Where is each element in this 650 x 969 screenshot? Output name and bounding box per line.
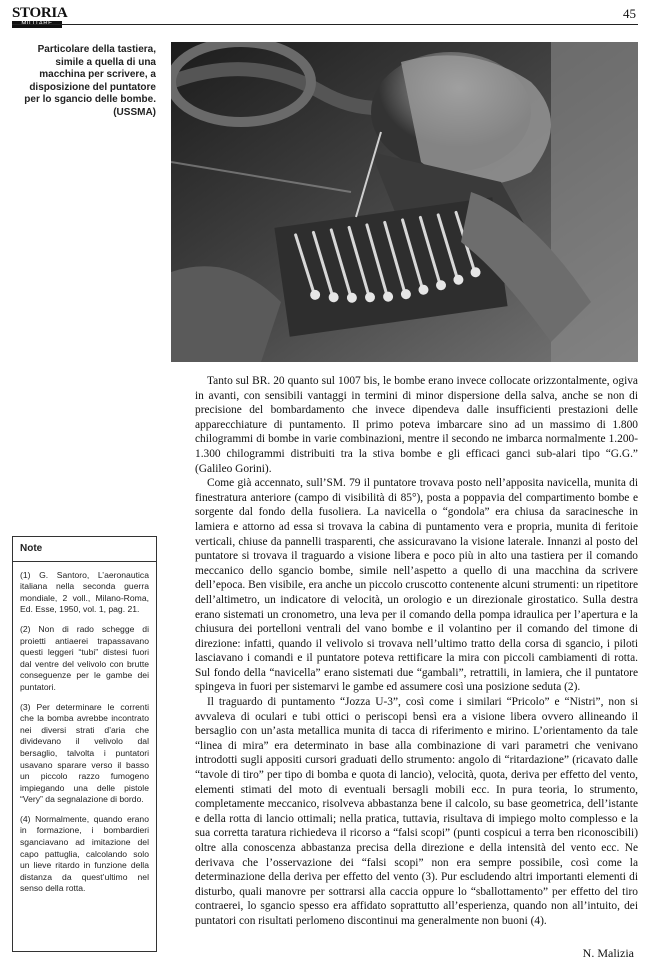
note-item: (2) Non di rado schegge di proietti antiaerei trapassavano questi leggeri “tubi” distesi fuori dal ventre del velivolo con brutte conseguenze per le gambe dei puntatori. [20,623,149,692]
article-paragraph: Come già accennato, sull’SM. 79 il puntatore trovava posto nell’apposita navicella, munita di finestratura anteriore (campo di visibilità di 85°), posta a poppavia del compartimento bombe e sorgente dal fondo della fusoliera. La navicella o “gondola” era chiusa da saracinesche in lamiera e attorno ad essa si trovava la cabina di puntamento vera e propria, munita di feritoie verticali, chiuse da pannelli trasparenti, che assicuravano la visione laterale. Innanzi al posto del puntatore si trovava il traguardo a visione libera e poco più in alto una tastiera per il comando meccanico dello sgancio bombe, simile nell’aspetto a quello di una macchina da scrivere dell’epoca. Ben visibile, era anche un piccolo cruscotto contenente alcuni strumenti: un ripetitore dell’altimetro, un indicatore di velocità, un orologio e un direzionale girostatico. Sulla destra erano sistemati un cronometro, una leva per il comando della pompa idraulica per l’apertura e la chiusura dei portelloni ventrali del vano bombe e il volantino per il comando del timone di direzione: infatti, quando il velivolo si trovava nell’ultimo tratto della corsa di sgancio, i piloti lasciavano i comandi e il puntatore poteva rettificare la mira con piccoli cambiamenti di rotta. Sul fondo della “navicella” erano sistemati due “gambali”, retrattili, in lamiera, che il puntatore spingeva in fuori per sistemarvi le gambe ed assumere così una posizione seduta (2). [195,477,638,694]
author-signature: N. Malizia [582,946,634,960]
photo-caption: Particolare della tastiera, simile a quella di una macchina per scrivere, a disposizione del puntatore per lo sgancio delle bombe. (USSMA) [24,44,156,118]
logo-main-text: STORIA [12,5,68,21]
notes-box [12,536,157,952]
article-paragraph: Il traguardo di puntamento “Jozza U-3”, così come i similari “Pricolo” e “Nistri”, non si avvaleva di oculari e tubi ottici o periscopi bensì era a visione libera ovvero allineando il bersaglio con un’asta metallica munita di tacca di riferimento e mirino. L’orientamento da tale “linea di mira” era determinato in base alla combinazione di vari parametri che venivano introdotti sugli appositi cursori graduati dello strumento: angolo di “ritardazione” (ricavato dalle “tavole di tiro” per tipo di bomba e quota di lancio), velocità, quota, deriva per effetto del vento, elementi stimati del moto di eventuali bersagli mobili ecc. In pura teoria, lo strumento, completamente meccanico, risolveva abbastanza bene il calcolo, su base geometrica, dell’istante e della rotta di lancio ottimali; nella pratica, tuttavia, risultava di impiego molto complesso e la sua corretta taratura richiedeva il ricorso a “falsi scopi” (punti cospicui a terra ben riconoscibili) oltre alla conoscenza abbastanza precisa della direzione e della intensità del vento ecc. Ne derivava che l’osservazione dei “falsi scopi” non era sempre possibile, così come la determinazione della deriva per effetto del vento (3). Pur escludendo altri importanti elementi di disturbo, quali manovre per sottrarsi alla caccia oppure lo “sballottamento” per effetto del tiro contraerei, lo sgancio spesso era affidato soprattutto all’esperienza, quando non all’intuito, dei puntatori con risultati perlomeno discontinui ma generalmente non buoni (4). [195,696,638,927]
note-item: (1) G. Santoro, L’aeronautica italiana nella seconda guerra mondiale, 2 voll., Milano-Roma, Ed. Esse, 1950, vol. 1, pag. 21. [20,569,149,615]
photo-illustration [171,42,638,362]
article-paragraph: Tanto sul BR. 20 quanto sul 1007 bis, le bombe erano invece collocate orizzontalmente, ogiva in avanti, con sensibili vantaggi in termini di minor dispersione della salva, anche se non di precisione del bombardamento che invece dipendeva dalle insufficienti prestazioni delle apparecchiature di puntamento. Il primo poteva imbarcare sino ad un massimo di 1.800 chilogrammi di bombe in varie combinazioni, mentre il secondo ne imbarca normalmente 1.200-1.300 chilogrammi distribuiti tra la stiva bombe e gli efficaci ganci sub-alari tipo “G.G.” (Galileo Gorini). [195,375,638,475]
note-item: (4) Normalmente, quando erano in formazione, i bombardieri sganciavano ad imitazione del capo pattuglia, calcolando solo un lieve ritardo in funzione della distanza da quest’ultimo nel senso della rotta. [20,813,149,894]
article-body [195,374,638,929]
logo-sub-text: MILITARE [12,21,62,28]
bombsight-keyboard-photo-icon [171,42,638,362]
header-rule [12,24,638,25]
page-number: 45 [623,6,636,21]
notes-title: Note [20,543,43,554]
note-item: (3) Per determinare le correnti che la bomba avrebbe incontrato nei diversi strati d’aria che dividevano il velivolo dal bersaglio, talvolta i puntatori usavano sparare verso il basso un piccolo razzo fumogeno impiegando una delle pistole “Very” da segnalazione di bordo. [20,701,149,805]
notes-divider [13,561,156,562]
